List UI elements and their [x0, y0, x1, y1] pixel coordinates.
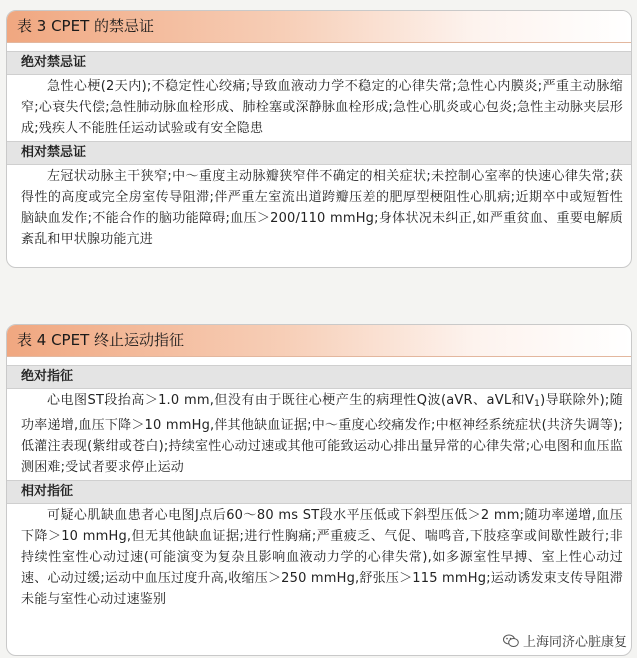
watermark [501, 631, 629, 650]
wechat-icon [503, 634, 519, 648]
watermark-text: 上海同济心脏康复 [522, 635, 627, 650]
table4-title: 表 4 CPET 终止运动指征 [7, 325, 631, 357]
absolute-termination-heading: 绝对指征 [7, 365, 631, 389]
relative-contraindications-text: 左冠状动脉主干狭窄;中～重度主动脉瓣狭窄伴不确定的相关症状;未控制心室率的快速心律失常;获得性的高度或完全房室传导阻滞;伴严重左室流出道跨瓣压差的肥厚型梗阻性心肌病;近期卒中或短暂性脑缺血发作;不能合作的脑功能障碍;血压＞200/110 mmHg;身体状况未纠正,如严重贫血、重要电解质紊乱和甲状腺功能亢进 [21, 169, 623, 247]
relative-termination-text: 可疑心肌缺血患者心电图J点后60～80 ms ST段水平压低或下斜型压低＞2 mm;随功率递增,血压下降＞10 mmHg,但无其他缺血证据;进行性胸痛;严重疲乏、气促、喘鸣音,下肢痉挛或间歇性跛行;非持续性室性心动过速(可能演变为复杂且影响血液动力学的心律失常),如多源室性早搏、室上性心动过速、心动过缓;运动中血压过度升高,收缩压＞250 mmHg,舒张压＞115 mmHg;运动诱发束支传导阻滞未能与室性心动过速鉴别 [21, 508, 623, 607]
table4-card [6, 324, 632, 656]
absolute-contraindications-heading: 绝对禁忌证 [7, 51, 631, 75]
absolute-contraindications-text: 急性心梗(2天内);不稳定性心绞痛;导致血液动力学不稳定的心律失常;急性心内膜炎;严重主动脉缩窄;心衰失代偿;急性肺动脉血栓形成、肺栓塞或深静脉血栓形成;急性心肌炎或心包炎;急性主动脉夹层形成;残疾人不能胜任运动试验或有安全隐患 [21, 79, 623, 136]
v1-subscript: 1 [534, 399, 541, 409]
table3-card [6, 10, 632, 268]
absolute-termination-text-part1: 心电图ST段抬高＞1.0 mm,但没有由于既往心梗产生的病理性Q波(aVR、aVL和V [47, 393, 535, 408]
relative-contraindications-heading: 相对禁忌证 [7, 141, 631, 165]
absolute-termination-text [7, 389, 631, 480]
table3-title: 表 3 CPET 的禁忌证 [7, 11, 631, 43]
absolute-termination-text-part2: )导联除外);随功率递增,血压下降＞10 mmHg,伴其他缺血证据;中～重度心绞痛发作;中枢神经系统症状(共济失调等);低灌注表现(紫绀或苍白);持续室性心动过速或其他可能致运动心排出量异常的心律失常;心电图和血压监测困难;受试者要求停止运动 [21, 393, 623, 475]
relative-termination-heading: 相对指征 [7, 480, 631, 504]
